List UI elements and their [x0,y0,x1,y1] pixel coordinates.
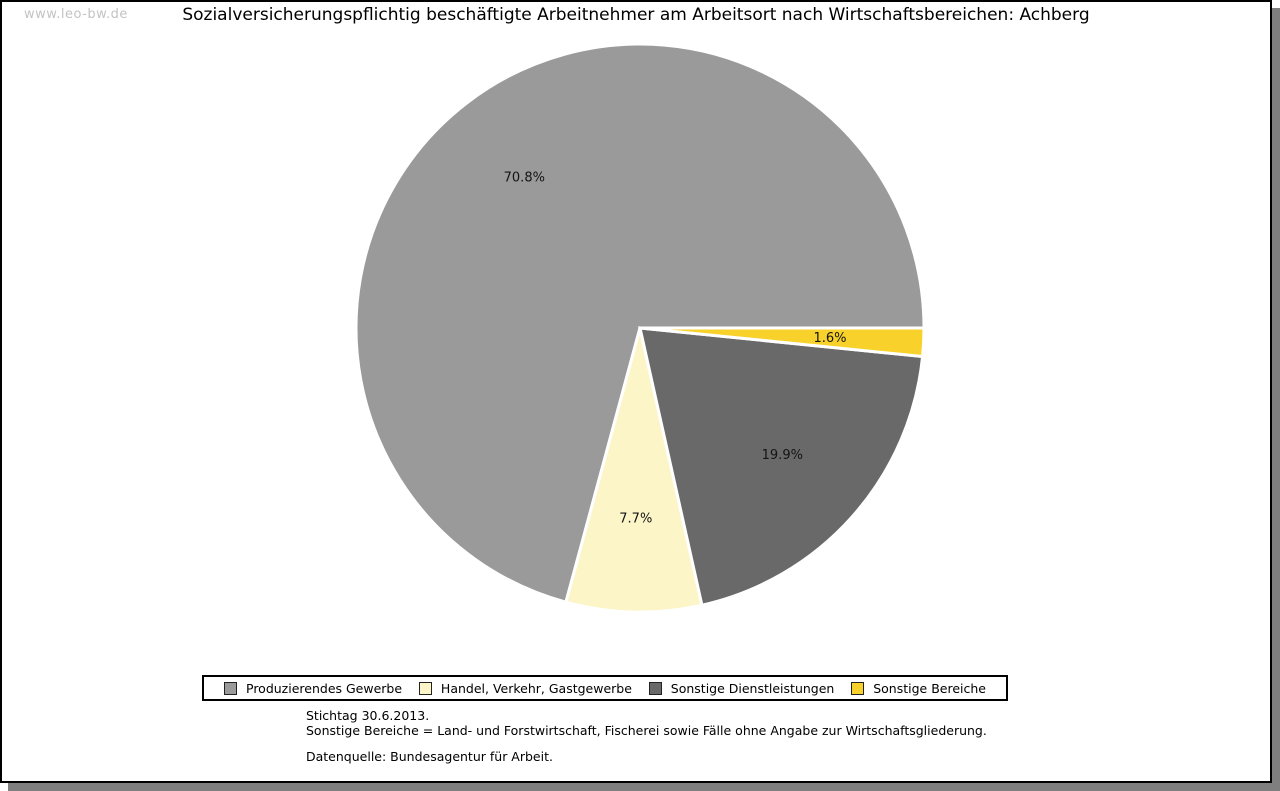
legend-item-0 [224,681,402,696]
watermark-text: www.leo-bw.de [24,7,128,22]
legend-swatch-icon [419,682,432,695]
legend-swatch-icon [851,682,864,695]
legend-label: Sonstige Dienstleistungen [670,680,835,696]
legend-item-1 [419,681,632,696]
pie-chart [2,2,1270,781]
pie-slice-label-2: 19.9% [761,447,803,463]
legend-item-2 [649,681,835,696]
footnote-stichtag: Stichtag 30.6.2013. [306,708,430,723]
pie-slice-label-0: 70.8% [503,170,545,186]
legend-label: Produzierendes Gewerbe [246,680,403,696]
page-title: Sozialversicherungspflichtig beschäftigte Arbeitnehmer am Arbeitsort nach Wirtschaftsbereichen: Achberg [182,5,1090,25]
legend-item-3 [851,681,986,696]
pie-slice-label-1: 7.7% [619,511,653,527]
footnotes-block [306,708,987,764]
legend-swatch-icon [224,682,237,695]
pie-slice-label-3: 1.6% [813,331,847,347]
legend-swatch-icon [649,682,662,695]
footnote-source: Datenquelle: Bundesagentur für Arbeit. [306,749,553,764]
footnote-definition: Sonstige Bereiche = Land- und Forstwirtschaft, Fischerei sowie Fälle ohne Angabe zur Wirtschaftsgliederung. [306,723,987,738]
legend-box [202,675,1008,701]
legend-label: Sonstige Bereiche [873,680,986,696]
legend-label: Handel, Verkehr, Gastgewerbe [440,680,632,696]
